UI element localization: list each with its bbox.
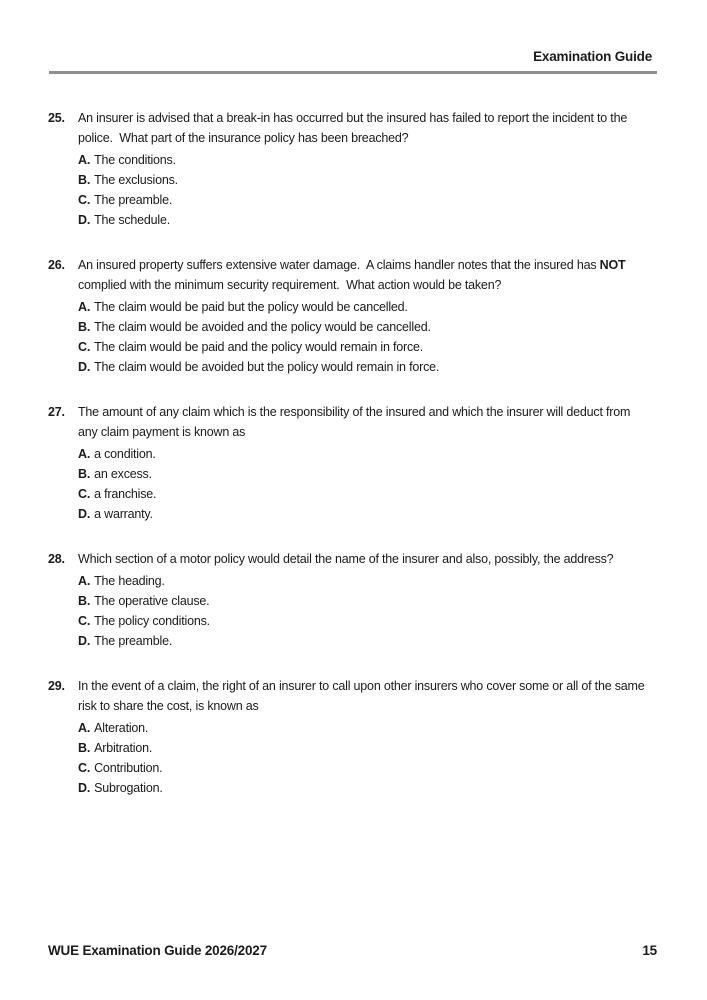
header-title: Examination Guide (533, 49, 652, 64)
option-text: Contribution. (94, 761, 163, 775)
option-text: The preamble. (94, 193, 173, 207)
option-letter: C. (78, 487, 91, 501)
options-list (78, 571, 646, 651)
option-row (78, 591, 646, 611)
question-item (48, 676, 646, 798)
question-body (78, 402, 646, 524)
option-letter: C. (78, 193, 91, 207)
option-letter: B. (78, 173, 91, 187)
option-letter: A. (78, 721, 91, 735)
options-list (78, 150, 646, 230)
option-row (78, 357, 646, 377)
question-text-part: The amount of any claim which is the responsibility of the insured and which the insurer will deduct from any claim payment is known as (78, 405, 634, 439)
question-text-part: An insurer is advised that a break-in has occurred but the insured has failed to report the incident to the police. What part of the insurance policy has been breached? (78, 111, 631, 145)
option-row (78, 778, 646, 798)
option-row (78, 464, 646, 484)
option-row (78, 758, 646, 778)
question-text-part: An insured property suffers extensive water damage. A claims handler notes that the insured has (78, 258, 600, 272)
option-text: The preamble. (94, 634, 173, 648)
option-row (78, 170, 646, 190)
questions-list (48, 108, 646, 823)
option-row (78, 210, 646, 230)
question-number: 25. (48, 111, 65, 125)
option-text: Subrogation. (94, 781, 163, 795)
question-body (78, 549, 646, 651)
option-row (78, 297, 646, 317)
option-letter: B. (78, 594, 91, 608)
option-letter: D. (78, 360, 91, 374)
option-text: The claim would be avoided and the policy would be cancelled. (94, 320, 431, 334)
question-number: 27. (48, 405, 65, 419)
option-letter: D. (78, 634, 91, 648)
question-item (48, 402, 646, 524)
option-text: The claim would be paid but the policy would be cancelled. (94, 300, 408, 314)
option-letter: D. (78, 507, 91, 521)
option-letter: C. (78, 614, 91, 628)
option-text: The claim would be avoided but the policy would remain in force. (94, 360, 440, 374)
option-letter: C. (78, 340, 91, 354)
question-number: 28. (48, 552, 65, 566)
question-text (78, 676, 646, 716)
option-text: The heading. (94, 574, 165, 588)
question-text (78, 255, 646, 295)
question-body (78, 255, 646, 377)
option-row (78, 190, 646, 210)
options-list (78, 718, 646, 798)
header-rule (49, 71, 657, 74)
option-row (78, 150, 646, 170)
option-letter: B. (78, 320, 91, 334)
option-text: The claim would be paid and the policy would remain in force. (94, 340, 424, 354)
question-item (48, 255, 646, 377)
options-list (78, 297, 646, 377)
option-text: a franchise. (94, 487, 157, 501)
footer-page-number: 15 (642, 943, 657, 958)
question-text (78, 402, 646, 442)
question-item (48, 108, 646, 230)
option-row (78, 337, 646, 357)
option-letter: A. (78, 447, 91, 461)
option-text: Arbitration. (94, 741, 153, 755)
option-row (78, 718, 646, 738)
option-text: The policy conditions. (94, 614, 210, 628)
option-row (78, 611, 646, 631)
option-text: The conditions. (94, 153, 176, 167)
option-row (78, 738, 646, 758)
footer-document-title: WUE Examination Guide 2026/2027 (48, 943, 267, 958)
option-row (78, 504, 646, 524)
option-letter: A. (78, 574, 91, 588)
option-text: an excess. (94, 467, 152, 481)
option-letter: A. (78, 300, 91, 314)
option-letter: B. (78, 741, 91, 755)
option-letter: A. (78, 153, 91, 167)
question-text (78, 108, 646, 148)
option-row (78, 631, 646, 651)
option-letter: C. (78, 761, 91, 775)
option-text: a condition. (94, 447, 156, 461)
options-list (78, 444, 646, 524)
option-letter: B. (78, 467, 91, 481)
option-letter: D. (78, 213, 91, 227)
question-text-part: complied with the minimum security requirement. What action would be taken? (78, 258, 629, 292)
option-text: a warranty. (94, 507, 153, 521)
option-row (78, 484, 646, 504)
question-number: 26. (48, 258, 65, 272)
option-text: The operative clause. (94, 594, 210, 608)
question-item (48, 549, 646, 651)
option-row (78, 571, 646, 591)
option-text: The schedule. (94, 213, 171, 227)
question-body (78, 108, 646, 230)
question-body (78, 676, 646, 798)
option-letter: D. (78, 781, 91, 795)
question-text-part: In the event of a claim, the right of an insurer to call upon other insurers who cover some or all of the same risk to share the cost, is known as (78, 679, 648, 713)
option-row (78, 317, 646, 337)
question-number: 29. (48, 679, 65, 693)
page-footer (48, 943, 657, 958)
question-text-bold-part: NOT (599, 258, 626, 272)
option-row (78, 444, 646, 464)
option-text: Alteration. (94, 721, 149, 735)
question-text (78, 549, 646, 569)
option-text: The exclusions. (94, 173, 178, 187)
question-text-part: Which section of a motor policy would detail the name of the insurer and also, possibly, the address? (78, 552, 614, 566)
